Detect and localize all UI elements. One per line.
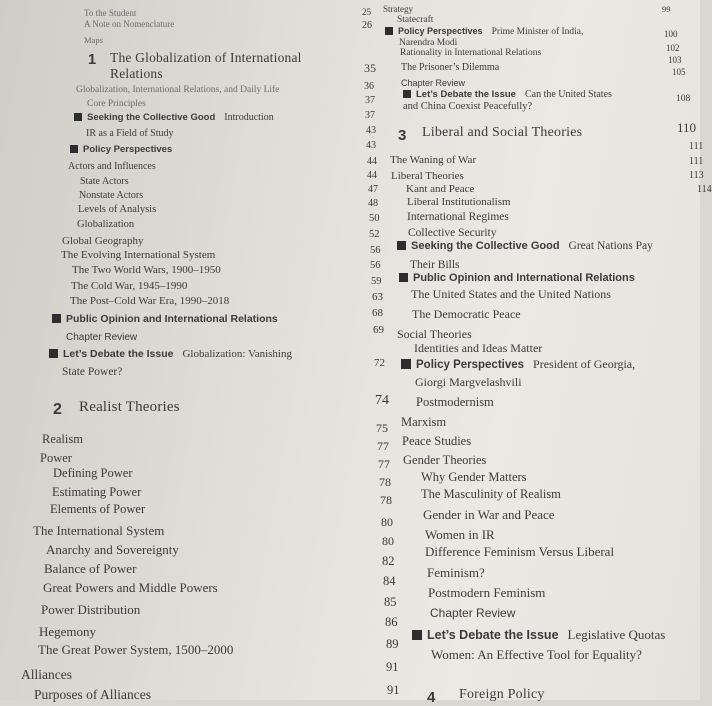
page-number: 26 bbox=[362, 20, 372, 31]
page-number: 35 bbox=[364, 61, 376, 75]
page-number: 44 bbox=[367, 170, 377, 181]
toc-entry: State Actors bbox=[80, 176, 129, 187]
toc-entry: State Power? bbox=[62, 366, 123, 378]
toc-entry: Gender Theories bbox=[403, 453, 487, 467]
page-number: 91 bbox=[387, 683, 400, 697]
toc-entry: Global Geography bbox=[62, 235, 144, 247]
toc-entry: Hegemony bbox=[39, 624, 97, 639]
toc-entry: Realism bbox=[42, 432, 83, 446]
chapter-heading: Realist Theories bbox=[79, 399, 180, 415]
feature-subtitle: Globalization: Vanishing bbox=[182, 348, 292, 360]
toc-entry: A Note on Nomenclature bbox=[84, 19, 175, 29]
toc-entry: Identities and Ideas Matter bbox=[414, 341, 543, 355]
toc-entry: Rationality in International Relations bbox=[400, 48, 542, 58]
page-number: 110 bbox=[677, 120, 697, 135]
toc-entry: Peace Studies bbox=[402, 434, 472, 448]
toc-entry: Power bbox=[40, 451, 72, 465]
chapter-heading: Liberal and Social Theories bbox=[422, 125, 583, 140]
toc-entry: Maps bbox=[84, 35, 103, 45]
page-number: 78 bbox=[379, 475, 391, 489]
toc-entry: The Prisoner’s Dilemma bbox=[401, 62, 500, 73]
toc-entry: Nonstate Actors bbox=[79, 190, 144, 201]
page-number: 99 bbox=[662, 4, 671, 14]
toc-entry: The Evolving International System bbox=[61, 249, 216, 261]
toc-feature-entry bbox=[399, 273, 635, 285]
square-bullet-icon bbox=[70, 145, 78, 153]
toc-feature-entry bbox=[52, 314, 278, 325]
square-bullet-icon bbox=[403, 90, 411, 98]
toc-entry: Levels of Analysis bbox=[78, 204, 157, 215]
page-number: 43 bbox=[366, 140, 376, 151]
feature-title: Let’s Debate the Issue bbox=[427, 628, 559, 642]
square-bullet-icon bbox=[399, 273, 408, 282]
page-number: 80 bbox=[382, 534, 394, 548]
toc-entry: Defining Power bbox=[53, 466, 133, 480]
page-number: 44 bbox=[367, 156, 377, 167]
feature-title: Seeking the Collective Good bbox=[411, 240, 560, 252]
toc-entry: Purposes of Alliances bbox=[34, 687, 151, 702]
feature-title: Let’s Debate the Issue bbox=[63, 348, 174, 360]
square-bullet-icon bbox=[74, 113, 82, 121]
page-number: 78 bbox=[380, 493, 392, 507]
toc-entry: The United States and the United Nations bbox=[411, 287, 611, 301]
chapter-heading: Relations bbox=[110, 66, 163, 81]
feature-title: Public Opinion and International Relations bbox=[66, 313, 278, 325]
toc-entry: IR as a Field of Study bbox=[86, 128, 174, 139]
page-number: 68 bbox=[372, 307, 383, 319]
page-number: 37 bbox=[365, 95, 375, 106]
toc-entry: The Post–Cold War Era, 1990–2018 bbox=[70, 295, 230, 307]
toc-entry: The Waning of War bbox=[390, 154, 477, 166]
page-number: 43 bbox=[366, 125, 376, 136]
chapter-number: 4 bbox=[427, 689, 436, 706]
toc-entry: Why Gender Matters bbox=[421, 470, 527, 484]
feature-title: Policy Perspectives bbox=[416, 359, 525, 371]
chapter-review-entry: Chapter Review bbox=[430, 606, 516, 620]
toc-entry: Globalization, International Relations, and Daily Life bbox=[76, 85, 280, 95]
feature-title: Seeking the Collective Good bbox=[87, 112, 216, 123]
toc-entry: Postmodern Feminism bbox=[428, 585, 546, 600]
feature-title: Policy Perspectives bbox=[398, 26, 483, 36]
page-number: 69 bbox=[373, 324, 384, 336]
page-number: 80 bbox=[381, 515, 393, 529]
page-number: 25 bbox=[362, 7, 371, 17]
toc-entry: Liberal Theories bbox=[391, 170, 464, 182]
feature-subtitle: President of Georgia, bbox=[533, 357, 636, 371]
toc-entry: International Regimes bbox=[407, 211, 509, 223]
page-number: 72 bbox=[374, 357, 385, 369]
page-number: 50 bbox=[369, 213, 380, 224]
square-bullet-icon bbox=[49, 349, 58, 358]
page-number: 108 bbox=[676, 94, 691, 104]
page-number: 59 bbox=[371, 276, 382, 287]
toc-entry: Core Principles bbox=[87, 99, 146, 109]
page-number: 56 bbox=[370, 245, 381, 256]
page-number: 36 bbox=[364, 81, 374, 92]
page-number: 102 bbox=[666, 43, 680, 53]
toc-entry: The International System bbox=[33, 523, 165, 538]
page-number: 85 bbox=[384, 595, 397, 609]
feature-subtitle: Can the United States bbox=[524, 89, 612, 100]
toc-entry: Power Distribution bbox=[41, 602, 141, 617]
feature-subtitle: Legislative Quotas bbox=[567, 627, 666, 642]
toc-entry: Gender in War and Peace bbox=[423, 507, 555, 522]
toc-entry: The Two World Wars, 1900–1950 bbox=[72, 264, 221, 276]
toc-entry: and China Coexist Peacefully? bbox=[403, 101, 533, 112]
toc-entry: The Masculinity of Realism bbox=[421, 487, 561, 501]
toc-entry: Estimating Power bbox=[52, 485, 142, 499]
feature-title: Policy Perspectives bbox=[83, 144, 173, 155]
toc-entry: Giorgi Margvelashvili bbox=[415, 375, 522, 389]
toc-entry: Kant and Peace bbox=[406, 183, 475, 195]
toc-entry: Their Bills bbox=[410, 259, 460, 271]
toc-entry: To the Student bbox=[84, 8, 137, 18]
page-number: 100 bbox=[664, 29, 678, 39]
toc-feature-entry bbox=[70, 145, 172, 155]
toc-feature-entry bbox=[49, 349, 292, 360]
page-number: 103 bbox=[668, 55, 682, 65]
toc-feature-entry bbox=[403, 90, 612, 100]
toc-entry: Feminism? bbox=[427, 565, 485, 580]
toc-feature-entry bbox=[412, 628, 665, 642]
feature-subtitle: Introduction bbox=[224, 112, 274, 123]
feature-subtitle: Great Nations Pay bbox=[568, 240, 653, 252]
chapter-heading: Foreign Policy bbox=[459, 687, 545, 702]
page-number: 37 bbox=[365, 110, 375, 121]
toc-entry: Elements of Power bbox=[50, 502, 146, 516]
toc-entry: Strategy bbox=[383, 4, 413, 14]
page-number: 52 bbox=[369, 229, 380, 240]
toc-entry: Women: An Effective Tool for Equality? bbox=[431, 647, 642, 662]
page-number: 105 bbox=[672, 67, 686, 77]
square-bullet-icon bbox=[412, 630, 422, 640]
chapter-number: 3 bbox=[398, 127, 407, 144]
square-bullet-icon bbox=[52, 314, 61, 323]
feature-title: Public Opinion and International Relations bbox=[413, 272, 635, 284]
page-number: 111 bbox=[689, 156, 704, 167]
toc-entry: The Cold War, 1945–1990 bbox=[71, 280, 188, 292]
chapter-number: 1 bbox=[88, 52, 97, 68]
page-number: 75 bbox=[376, 421, 388, 435]
chapter-review-entry: Chapter Review bbox=[66, 332, 138, 343]
toc-entry: Women in IR bbox=[425, 527, 495, 542]
toc-entry: Postmodernism bbox=[416, 395, 494, 409]
toc-entry: The Democratic Peace bbox=[412, 307, 521, 321]
page-number: 84 bbox=[383, 574, 396, 588]
chapter-heading: The Globalization of International bbox=[110, 50, 302, 65]
toc-entry: Actors and Influences bbox=[68, 161, 156, 172]
toc-entry: Liberal Institutionalism bbox=[407, 196, 511, 208]
toc-entry: Anarchy and Sovereignty bbox=[46, 542, 179, 557]
toc-entry: Narendra Modi bbox=[399, 38, 458, 48]
page-number: 47 bbox=[368, 184, 378, 195]
chapter-review-entry: Chapter Review bbox=[401, 78, 466, 88]
toc-entry: Balance of Power bbox=[44, 561, 137, 576]
toc-entry: Social Theories bbox=[397, 327, 472, 341]
square-bullet-icon bbox=[401, 359, 411, 369]
page-number: 63 bbox=[372, 291, 383, 303]
page-number: 74 bbox=[375, 393, 389, 408]
chapter-number: 2 bbox=[53, 401, 62, 418]
square-bullet-icon bbox=[385, 27, 393, 35]
toc-entry: Alliances bbox=[21, 667, 72, 682]
toc-feature-entry bbox=[397, 241, 653, 253]
feature-title: Let’s Debate the Issue bbox=[416, 89, 516, 100]
page-number: 114 bbox=[697, 184, 712, 195]
page-number: 111 bbox=[689, 141, 704, 152]
toc-entry: Globalization bbox=[77, 219, 135, 230]
toc-entry: The Great Power System, 1500–2000 bbox=[38, 642, 234, 657]
toc-entry: Collective Security bbox=[408, 227, 497, 239]
page-number: 113 bbox=[689, 170, 704, 181]
page-number: 77 bbox=[377, 439, 389, 453]
toc-entry: Difference Feminism Versus Liberal bbox=[425, 544, 615, 559]
page-number: 91 bbox=[386, 660, 399, 674]
page-number: 77 bbox=[378, 457, 390, 471]
toc-feature-entry bbox=[74, 113, 274, 123]
toc-feature-entry bbox=[385, 27, 583, 38]
page-number: 82 bbox=[382, 554, 395, 568]
page-number: 48 bbox=[368, 198, 378, 209]
toc-entry: Marxism bbox=[401, 415, 447, 429]
toc-feature-entry bbox=[401, 358, 635, 372]
page-number: 86 bbox=[385, 615, 398, 629]
feature-subtitle: Prime Minister of India, bbox=[491, 27, 584, 37]
toc-entry: Great Powers and Middle Powers bbox=[43, 580, 218, 595]
toc-entry: Statecraft bbox=[397, 15, 434, 25]
page-number: 89 bbox=[386, 637, 399, 651]
page-number: 56 bbox=[370, 260, 381, 271]
square-bullet-icon bbox=[397, 241, 406, 250]
